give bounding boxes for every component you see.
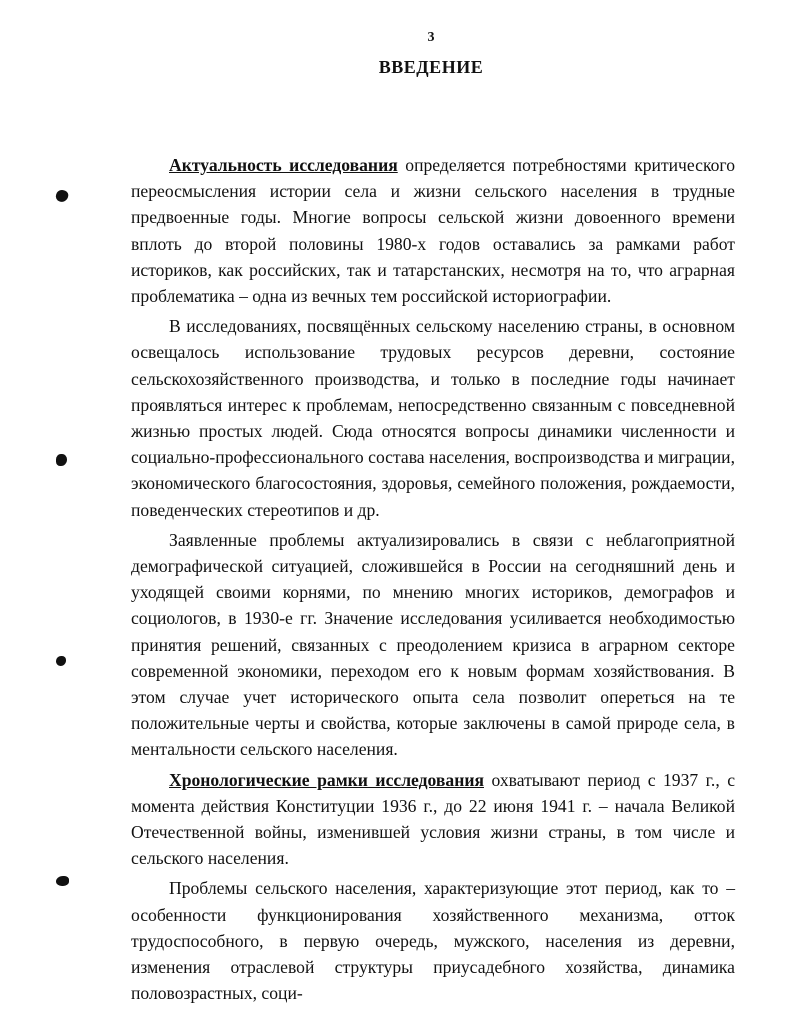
margin-ink-mark <box>56 876 69 886</box>
paragraph-text: Проблемы сельского населения, характеризующие этот период, как то – особенности функционирования хозяйственного механизма, отток трудоспособного, в первую очередь, мужского, населения из деревни, изменения отраслевой структуры приусадебного хозяйства, динамика половозрастных, соци- <box>131 878 735 1004</box>
page-title: ВВЕДЕНИЕ <box>378 57 484 77</box>
document-body <box>131 152 735 1011</box>
paragraph-text: определяется потребностями критического переосмысления истории села и жизни сельского населения в трудные предвоенные годы. Многие вопросы сельской жизни довоенного времени вплоть до второй половины 1980-х годов оставались за рамками работ историков, как российских, так и татарстанских, несмотря на то, что аграрная проблематика – одна из вечных тем российской историографии. <box>131 155 735 307</box>
paragraph-text: охватывают период с 1937 г., с момента действия Конституции 1936 г., до 22 июня 1941 г. – начала Великой Отечественной войны, изменившей условия жизни страны, в том числе и сельского населения. <box>131 769 736 869</box>
paragraph-relevance <box>131 152 735 309</box>
margin-ink-mark <box>56 454 67 466</box>
paragraph-research-focus <box>131 313 735 523</box>
paragraph-problems <box>131 527 735 763</box>
margin-ink-mark <box>56 656 66 666</box>
page-number: 3 <box>427 30 435 45</box>
paragraph-period-problems <box>131 875 735 1006</box>
paragraph-lead: Актуальность исследования <box>169 155 398 175</box>
paragraph-lead: Хронологические рамки исследования <box>169 769 484 790</box>
paragraph-text: В исследованиях, посвящённых сельскому населению страны, в основном освещалось использование трудовых ресурсов деревни, состояние сельскохозяйственного производства, и только в последние годы начинает проявляться интерес к проблемам, непосредственно связанным с повседневной жизнью простых людей. Сюда относятся вопросы динамики численности и социально-профессионального состава населения, воспроизводства и миграции, экономического благосостояния, здоровья, семейного положения, рождаемости, поведенческих стереотипов и др. <box>131 316 735 520</box>
paragraph-chronology <box>131 767 735 872</box>
paragraph-text: Заявленные проблемы актуализировались в связи с неблагоприятной демографической ситуацией, сложившейся в России на сегодняшний день и уходящей своими корнями, по мнению многих историков, демографов и социологов, в 1930-е гг. Значение исследования усиливается необходимостью принятия решений, связанных с преодолением кризиса в аграрном секторе современной экономики, переходом его к новым формам хозяйствования. В этом случае учет исторического опыта села позволит опереться на те положительные черты и свойства, которые заключены в самой природе села, в ментальности сельского населения. <box>131 529 735 760</box>
margin-ink-mark <box>54 188 69 203</box>
